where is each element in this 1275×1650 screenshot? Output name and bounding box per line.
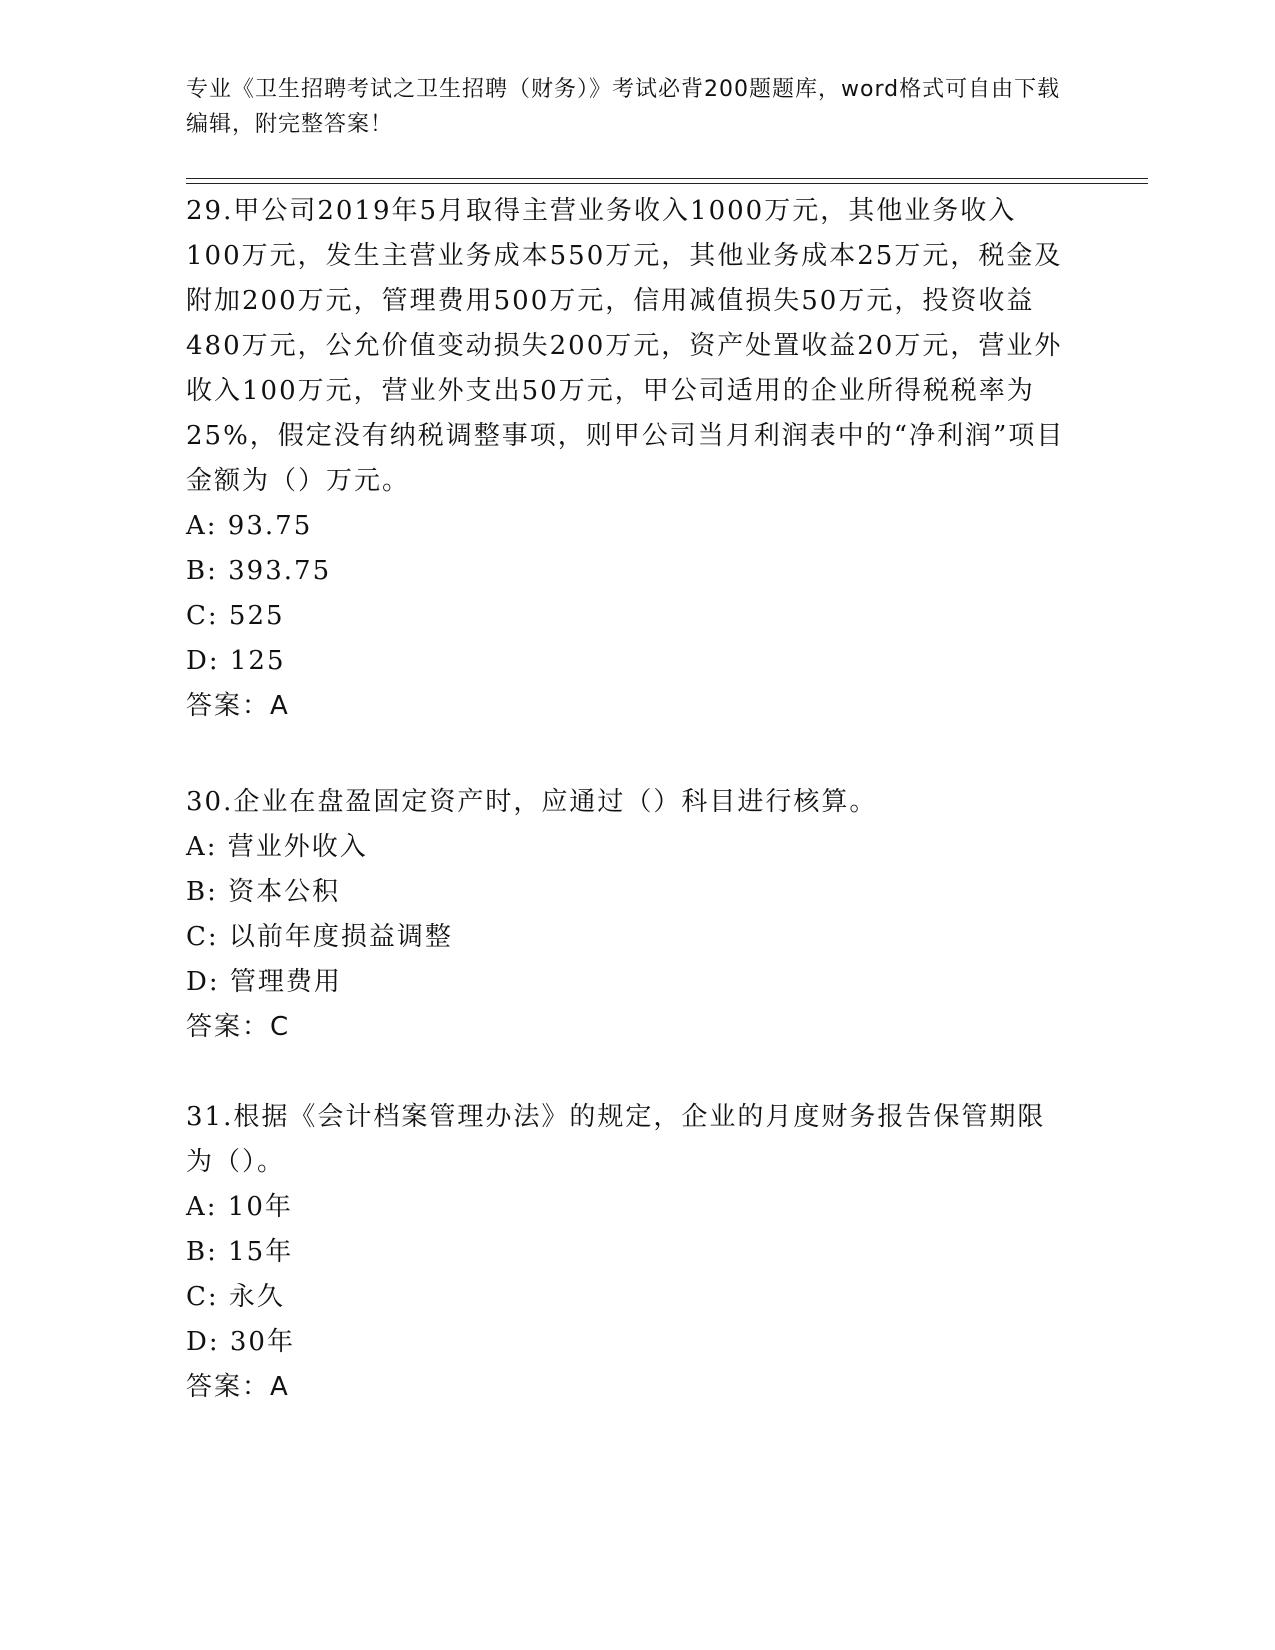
option-c: C: 永久	[186, 1282, 285, 1312]
answer-line: 答案：C	[186, 1012, 291, 1042]
answer-line: 答案：A	[186, 691, 290, 721]
document-header: 专业《卫生招聘考试之卫生招聘（财务）》考试必背200题题库，word格式可自由下载编辑，附完整答案！	[186, 77, 1061, 137]
option-d: D: 管理费用	[186, 967, 342, 997]
question-29	[186, 189, 1066, 729]
option-a: A: 营业外收入	[186, 832, 368, 862]
option-d: D: 125	[186, 646, 286, 676]
header-divider-top	[186, 178, 1148, 179]
option-b: B: 393.75	[186, 556, 332, 586]
header-divider-bottom	[186, 183, 1148, 184]
option-c: C: 525	[186, 601, 285, 631]
option-b: B: 15年	[186, 1237, 294, 1267]
option-a: A: 93.75	[186, 511, 313, 541]
option-a: A: 10年	[186, 1192, 293, 1222]
question-stem: 30.企业在盘盈固定资产时，应通过（）科目进行核算。	[186, 787, 878, 817]
option-d: D: 30年	[186, 1327, 295, 1357]
question-stem: 29.甲公司2019年5月取得主营业务收入1000万元，其他业务收入100万元，发生主营业务成本550万元，其他业务成本25万元，税金及附加200万元，管理费用500万元，信用减值损失50万元，投资收益480万元，公允价值变动损失200万元，资产处置收益20万元，营业外收入100万元，营业外支出50万元，甲公司适用的企业所得税税率为25%，假定没有纳税调整事项，则甲公司当月利润表中的“净利润”项目金额为（）万元。	[186, 196, 1065, 496]
question-31	[186, 1095, 1066, 1410]
question-30	[186, 780, 1066, 1050]
question-stem: 31.根据《会计档案管理办法》的规定，企业的月度财务报告保管期限为（）。	[186, 1102, 1046, 1177]
option-c: C: 以前年度损益调整	[186, 922, 453, 952]
answer-line: 答案：A	[186, 1372, 290, 1402]
option-b: B: 资本公积	[186, 877, 341, 907]
